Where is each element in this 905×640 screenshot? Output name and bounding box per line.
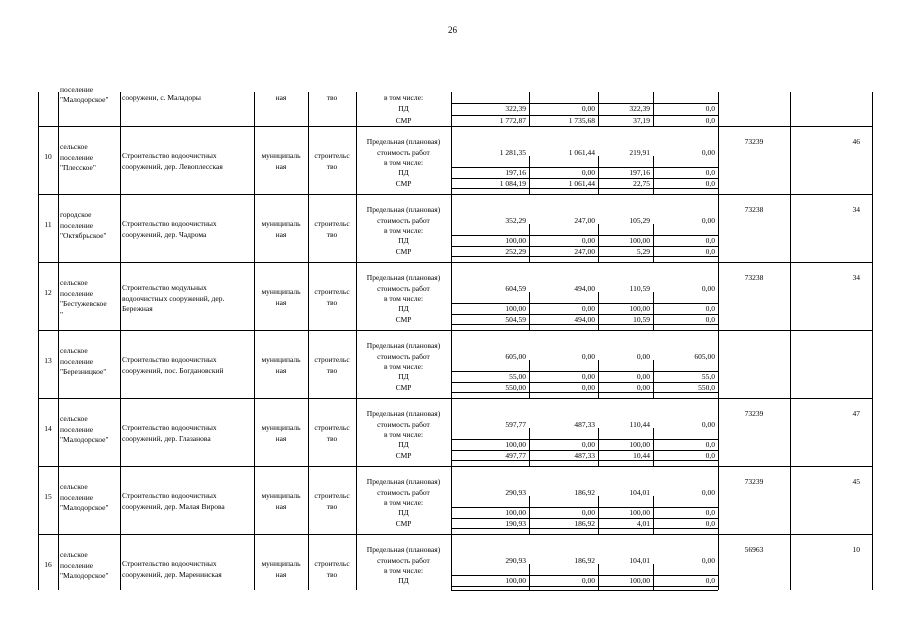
column-rule [718, 534, 719, 590]
cost-value: 37,19 [633, 115, 650, 125]
column-rule [790, 534, 791, 590]
row-rule [38, 194, 872, 195]
settlement-name: "Малодорское" [60, 435, 109, 444]
row-number: 12 [44, 288, 52, 297]
ownership-cell: ная [275, 297, 287, 307]
work-type-cell: тво [326, 297, 338, 307]
row-rule [38, 398, 872, 399]
column-rule [254, 92, 255, 126]
cost-value: 550,0 [698, 382, 715, 392]
settlement-name: поселение [60, 220, 94, 230]
subrow-rule [451, 586, 718, 587]
settlement-name: "Бестужевское [60, 299, 107, 308]
limit-cost-label: Предельная (плановая) [366, 477, 441, 486]
column-rule [120, 398, 121, 466]
cost-value: 104,01 [629, 555, 650, 565]
cost-value: 0,0 [705, 507, 715, 517]
included-label: в том числе: [383, 158, 424, 167]
settlement-name: поселение [60, 356, 94, 366]
cost-value: 100,00 [505, 235, 526, 245]
ownership-cell: ная [275, 161, 287, 171]
code-cell: 73239 [744, 409, 764, 418]
cost-value: 494,00 [574, 314, 595, 324]
settlement-name: поселение [60, 85, 94, 94]
column-rule [790, 330, 791, 398]
cost-value: 247,00 [574, 246, 595, 256]
column-rule [718, 330, 719, 398]
column-rule [58, 398, 59, 466]
column-rule [872, 92, 873, 126]
ownership-cell: муниципаль [261, 423, 301, 432]
cost-value: 0,00 [581, 439, 595, 449]
object-description: сооружений, дер. Левоплесская [122, 161, 223, 171]
cost-value: 605,00 [505, 351, 526, 361]
limit-cost-label: Предельная (плановая) [366, 137, 441, 146]
work-type-cell: строительс [314, 287, 350, 296]
cost-value: 322,39 [629, 104, 650, 113]
cost-value: 1 281,35 [499, 147, 526, 157]
settlement-name: " [60, 309, 64, 319]
cost-value: 190,93 [505, 518, 526, 528]
cost-value: 186,92 [574, 555, 595, 565]
column-rule [120, 262, 121, 330]
work-type-cell: строительс [314, 491, 350, 500]
row-rule [38, 466, 872, 467]
cost-type-label: ПД [398, 235, 409, 245]
cost-value: 100,00 [629, 303, 650, 313]
cost-type-label: СМР [395, 178, 412, 188]
work-type-cell: тво [326, 93, 338, 102]
settlement-name: поселение [60, 288, 94, 298]
cost-value: 0,0 [705, 178, 715, 188]
column-rule [872, 126, 873, 194]
object-description: Строительство водоочистных [122, 151, 217, 160]
cost-type-label: ПД [398, 371, 409, 381]
work-type-cell: тво [326, 161, 338, 171]
cost-value: 4,01 [636, 518, 650, 528]
cost-value: 0,00 [581, 303, 595, 313]
work-type-cell: строительс [314, 559, 350, 568]
settlement-name: сельское [60, 482, 88, 491]
settlement-name: городское [60, 210, 92, 219]
cost-value: 322,39 [505, 104, 526, 113]
cost-value: 10,59 [633, 314, 650, 324]
object-description: Строительство водоочистных [122, 355, 217, 364]
work-type-cell: тво [326, 433, 338, 443]
cost-value: 104,01 [629, 487, 650, 497]
cost-value: 487,33 [574, 450, 595, 460]
settlement-name: "Малодорское" [60, 95, 109, 104]
object-description: водоочистных сооружений, дер. [122, 293, 225, 303]
included-label: в том числе: [383, 566, 424, 575]
count-cell: 47 [852, 409, 860, 418]
count-cell: 45 [852, 477, 860, 486]
limit-cost-label: стоимость работ [377, 147, 430, 157]
object-description: Строительство водоочистных [122, 491, 217, 500]
row-number: 16 [44, 560, 52, 569]
settlement-name: "Плесское" [60, 163, 96, 172]
cost-value: 0,00 [581, 371, 595, 381]
column-rule [58, 330, 59, 398]
ownership-cell: муниципаль [261, 151, 301, 160]
cost-value: 0,00 [636, 371, 650, 381]
included-label: в том числе: [383, 430, 424, 439]
work-type-cell: строительс [314, 423, 350, 432]
cost-value: 0,00 [581, 575, 595, 585]
cost-value: 0,00 [581, 167, 595, 177]
included-label: в том числе: [383, 93, 424, 102]
object-description: сооружений, дер. Глазанова [122, 433, 211, 443]
settlement-name: поселение [60, 560, 94, 570]
cost-value: 252,29 [505, 246, 526, 256]
cost-value: 1 735,68 [568, 115, 595, 125]
cost-value: 186,92 [574, 487, 595, 497]
row-number: 13 [44, 356, 52, 365]
cost-value: 0,0 [705, 115, 715, 125]
cost-value: 0,0 [705, 518, 715, 528]
row-rule [38, 330, 872, 331]
cost-value: 0,00 [581, 104, 595, 113]
cost-value: 487,33 [574, 419, 595, 429]
settlement-name: сельское [60, 346, 88, 355]
row-number: 14 [44, 424, 52, 433]
count-cell: 46 [852, 137, 860, 146]
cost-type-label: СМР [395, 382, 412, 392]
object-description: Бережная [122, 304, 153, 313]
cost-value: 55,0 [701, 371, 715, 381]
cost-value: 597,77 [505, 419, 526, 429]
column-rule [790, 92, 791, 126]
column-rule [120, 330, 121, 398]
column-rule [529, 92, 530, 126]
limit-cost-label: стоимость работ [377, 283, 430, 293]
ownership-cell: муниципаль [261, 559, 301, 568]
cost-value: 352,29 [505, 215, 526, 225]
column-rule [58, 534, 59, 590]
ownership-cell: муниципаль [261, 355, 301, 364]
column-rule [872, 330, 873, 398]
cost-value: 100,00 [629, 439, 650, 449]
code-cell: 56963 [744, 545, 764, 554]
settlement-name: поселение [60, 424, 94, 434]
work-type-cell: тво [326, 365, 338, 375]
limit-cost-label: Предельная (плановая) [366, 545, 441, 554]
cost-value: 605,00 [694, 351, 715, 361]
column-rule [872, 262, 873, 330]
settlement-name: сельское [60, 278, 88, 287]
column-rule [356, 92, 357, 126]
cost-type-label: ПД [398, 104, 409, 113]
column-rule [120, 534, 121, 590]
cost-value: 100,00 [505, 303, 526, 313]
cost-type-label: ПД [398, 303, 409, 313]
code-cell: 73239 [744, 477, 764, 486]
page-number: 26 [448, 25, 457, 35]
cost-value: 0,0 [705, 439, 715, 449]
cost-value: 504,59 [505, 314, 526, 324]
cost-value: 247,00 [574, 215, 595, 225]
limit-cost-label: стоимость работ [377, 351, 430, 361]
cost-value: 0,00 [701, 283, 715, 293]
cost-value: 0,00 [581, 507, 595, 517]
work-type-cell: строительс [314, 219, 350, 228]
cost-value: 100,00 [505, 507, 526, 517]
column-rule [451, 92, 452, 126]
row-rule [38, 126, 872, 127]
limit-cost-label: Предельная (плановая) [366, 341, 441, 350]
cost-value: 22,75 [633, 178, 650, 188]
count-cell: 34 [852, 205, 860, 214]
object-description: сооружений, пос. Богдановский [122, 365, 224, 375]
column-rule [120, 92, 121, 126]
cost-value: 0,0 [705, 167, 715, 177]
cost-value: 0,00 [701, 147, 715, 157]
cost-type-label: ПД [398, 167, 409, 177]
cost-value: 105,29 [629, 215, 650, 225]
cost-type-label: СМР [395, 314, 412, 324]
settlement-name: поселение [60, 152, 94, 162]
ownership-cell: ная [275, 365, 287, 375]
cost-value: 0,00 [636, 351, 650, 361]
object-description: сооружени, с. Маладоры [122, 93, 201, 102]
cost-value: 219,91 [629, 147, 650, 157]
ownership-cell: ная [275, 433, 287, 443]
column-rule [872, 466, 873, 534]
object-description: сооружений, дер. Маренинская [122, 569, 222, 579]
limit-cost-label: стоимость работ [377, 215, 430, 225]
count-cell: 34 [852, 273, 860, 282]
included-label: в том числе: [383, 498, 424, 507]
column-rule [120, 466, 121, 534]
cost-type-label: ПД [398, 575, 409, 585]
ownership-cell: ная [275, 569, 287, 579]
column-rule [872, 194, 873, 262]
cost-type-label: СМР [395, 246, 412, 256]
ownership-cell: муниципаль [261, 219, 301, 228]
column-rule [120, 194, 121, 262]
cost-value: 100,00 [629, 575, 650, 585]
cost-value: 197,16 [505, 167, 526, 177]
cost-value: 1 061,44 [568, 147, 595, 157]
settlement-name: "Березницкое" [60, 367, 107, 376]
object-description: Строительство модульных [122, 283, 207, 292]
cost-value: 550,00 [505, 382, 526, 392]
row-rule [38, 262, 872, 263]
column-rule [58, 262, 59, 330]
row-rule [38, 534, 872, 535]
settlement-name: сельское [60, 550, 88, 559]
ownership-cell: муниципаль [261, 491, 301, 500]
row-rule [451, 590, 718, 591]
work-type-cell: тво [326, 229, 338, 239]
cost-value: 0,0 [705, 450, 715, 460]
cost-value: 0,00 [636, 382, 650, 392]
column-rule [58, 126, 59, 194]
included-label: в том числе: [383, 226, 424, 235]
ownership-cell: ная [275, 93, 287, 102]
cost-value: 1 084,19 [499, 178, 526, 188]
ownership-cell: ная [275, 501, 287, 511]
limit-cost-label: Предельная (плановая) [366, 409, 441, 418]
cost-value: 0,00 [701, 215, 715, 225]
cost-value: 100,00 [505, 439, 526, 449]
column-rule [872, 398, 873, 466]
work-type-cell: строительс [314, 355, 350, 364]
cost-value: 0,0 [705, 314, 715, 324]
cost-value: 100,00 [629, 235, 650, 245]
settlement-name: сельское [60, 414, 88, 423]
cost-value: 100,00 [505, 575, 526, 585]
count-cell: 10 [852, 545, 860, 554]
column-rule [653, 92, 654, 126]
row-number: 10 [44, 152, 52, 161]
cost-value: 0,0 [705, 246, 715, 256]
cost-value: 494,00 [574, 283, 595, 293]
object-description: Строительство водоочистных [122, 219, 217, 228]
work-type-cell: тво [326, 569, 338, 579]
cost-type-label: СМР [395, 450, 412, 460]
limit-cost-label: стоимость работ [377, 555, 430, 565]
cost-value: 497,77 [505, 450, 526, 460]
object-description: Строительство водоочистных [122, 559, 217, 568]
settlement-name: поселение [60, 492, 94, 502]
settlement-name: "Октябрьское" [60, 231, 107, 240]
cost-value: 1 772,87 [499, 115, 526, 125]
cost-value: 10,44 [633, 450, 650, 460]
cost-value: 0,0 [705, 575, 715, 585]
column-rule [58, 92, 59, 126]
code-cell: 73239 [744, 137, 764, 146]
included-label: в том числе: [383, 294, 424, 303]
settlement-name: "Малодорское" [60, 503, 109, 512]
work-type-cell: тво [326, 501, 338, 511]
cost-value: 0,00 [701, 419, 715, 429]
column-rule [38, 92, 39, 126]
limit-cost-label: стоимость работ [377, 419, 430, 429]
column-rule [598, 92, 599, 126]
cost-value: 0,00 [581, 382, 595, 392]
cost-value: 290,93 [505, 555, 526, 565]
column-rule [872, 534, 873, 590]
code-cell: 73238 [744, 273, 764, 282]
column-rule [308, 92, 309, 126]
cost-type-label: ПД [398, 439, 409, 449]
cost-value: 0,0 [705, 303, 715, 313]
row-number: 15 [44, 492, 52, 501]
column-rule [718, 92, 719, 126]
included-label: в том числе: [383, 362, 424, 371]
object-description: сооружений, дер. Малая Вирова [122, 501, 225, 511]
cost-value: 0,0 [705, 235, 715, 245]
limit-cost-label: Предельная (плановая) [366, 205, 441, 214]
cost-type-label: СМР [395, 115, 412, 125]
ownership-cell: ная [275, 229, 287, 239]
object-description: Строительство водоочистных [122, 423, 217, 432]
cost-value: 110,44 [629, 419, 650, 429]
cost-value: 0,00 [701, 555, 715, 565]
cost-value: 186,92 [574, 518, 595, 528]
cost-type-label: ПД [398, 507, 409, 517]
column-rule [58, 466, 59, 534]
cost-value: 290,93 [505, 487, 526, 497]
code-cell: 73238 [744, 205, 764, 214]
cost-value: 100,00 [629, 507, 650, 517]
construction-objects-table [38, 0, 872, 640]
ownership-cell: муниципаль [261, 287, 301, 296]
cost-value: 197,16 [629, 167, 650, 177]
column-rule [58, 194, 59, 262]
work-type-cell: строительс [314, 151, 350, 160]
limit-cost-label: Предельная (плановая) [366, 273, 441, 282]
cost-type-label: СМР [395, 518, 412, 528]
object-description: сооружений, дер. Чадрома [122, 229, 207, 239]
cost-value: 110,59 [629, 283, 650, 293]
cost-value: 0,00 [581, 351, 595, 361]
column-rule [120, 126, 121, 194]
cost-value: 0,00 [701, 487, 715, 497]
row-number: 11 [44, 220, 52, 229]
limit-cost-label: стоимость работ [377, 487, 430, 497]
cost-value: 0,0 [705, 104, 715, 113]
settlement-name: "Малодорское" [60, 571, 109, 580]
cost-value: 5,29 [636, 246, 650, 256]
cost-value: 1 061,44 [568, 178, 595, 188]
cost-value: 604,59 [505, 283, 526, 293]
cost-value: 55,00 [509, 371, 526, 381]
cost-value: 0,00 [581, 235, 595, 245]
settlement-name: сельское [60, 142, 88, 151]
